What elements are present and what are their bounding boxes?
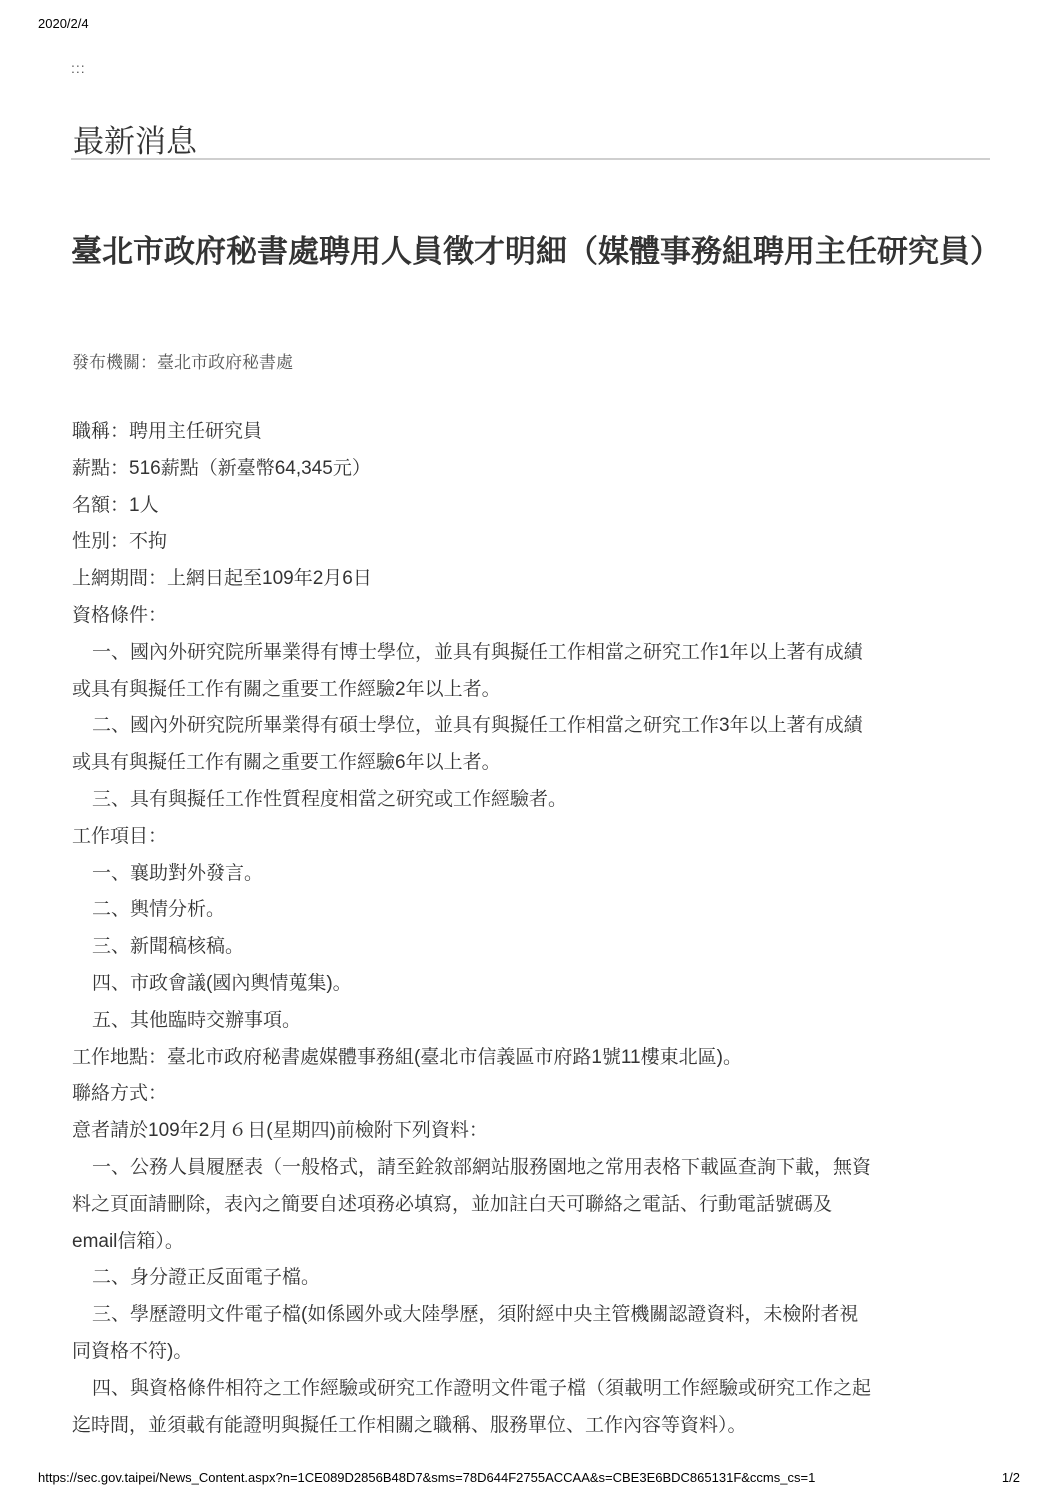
article-title: 臺北市政府秘書處聘用人員徵才明細（媒體事務組聘用主任研究員） bbox=[71, 234, 1001, 269]
content-line: 聯絡方式： bbox=[72, 1083, 168, 1105]
title-divider bbox=[71, 158, 990, 160]
content-line: 料之頁面請刪除，表內之簡要自述項務必填寫，並加註白天可聯絡之電話、行動電話號碼及 bbox=[72, 1193, 833, 1215]
content-line: 職稱：聘用主任研究員 bbox=[72, 421, 263, 442]
content-line: 二、國內外研究院所畢業得有碩士學位，並具有與擬任工作相當之研究工作3年以上著有成績 bbox=[92, 715, 863, 737]
content-line: 一、襄助對外發言。 bbox=[92, 862, 264, 884]
footer-page-number: 1/2 bbox=[1001, 1470, 1020, 1485]
content-line: 或具有與擬任工作有關之重要工作經驗6年以上者。 bbox=[72, 752, 501, 774]
content-line: 薪點：516薪點（新臺幣64,345元） bbox=[72, 457, 371, 479]
content-line: 意者請於109年2月６日(星期四)前檢附下列資料： bbox=[72, 1120, 488, 1142]
content-line: 三、新聞稿核稿。 bbox=[92, 936, 245, 958]
content-line: 五、其他臨時交辦事項。 bbox=[92, 1009, 302, 1031]
content-line: 性別：不拘 bbox=[72, 531, 168, 553]
content-line: 同資格不符)。 bbox=[72, 1340, 193, 1362]
content-line: 迄時間，並須載有能證明與擬任工作相關之職稱、服務單位、工作內容等資料）。 bbox=[72, 1414, 747, 1436]
content-line: 一、國內外研究院所畢業得有博士學位，並具有與擬任工作相當之研究工作1年以上著有成績 bbox=[92, 641, 863, 663]
content-line: 三、學歷證明文件電子檔(如係國外或大陸學歷，須附經中央主管機關認證資料，未檢附者視 bbox=[92, 1304, 859, 1326]
publisher-name: 臺北市政府秘書處 bbox=[157, 353, 293, 372]
article-content bbox=[72, 414, 992, 1444]
content-line: 二、身分證正反面電子檔。 bbox=[92, 1267, 321, 1289]
content-line: 二、輿情分析。 bbox=[92, 899, 226, 921]
publisher-label: 發布機關： bbox=[72, 353, 157, 372]
content-line: 一、公務人員履歷表（一般格式，請至銓敘部網站服務園地之常用表格下載區查詢下載，無資 bbox=[92, 1156, 872, 1178]
skip-to-content-link[interactable]: ::: bbox=[71, 60, 86, 76]
print-date: 2020/2/4 bbox=[38, 16, 89, 31]
content-line: 工作項目： bbox=[72, 825, 168, 847]
content-line: 或具有與擬任工作有關之重要工作經驗2年以上者。 bbox=[72, 678, 501, 700]
footer-url: https://sec.gov.taipei/News_Content.aspx?n=1CE089D2856B48D7&sms=78D644F2755ACCAA&s=CBE3E6BDC865131F&ccms_cs=1 bbox=[38, 1470, 816, 1485]
content-line: 工作地點：臺北市政府秘書處媒體事務組(臺北市信義區市府路1號11樓東北區)。 bbox=[72, 1046, 742, 1068]
content-line: 三、具有與擬任工作性質程度相當之研究或工作經驗者。 bbox=[92, 788, 568, 810]
publisher-info bbox=[72, 348, 293, 373]
section-title: 最新消息 bbox=[73, 124, 197, 159]
content-line: email信箱）。 bbox=[72, 1230, 184, 1252]
content-line: 資格條件： bbox=[72, 604, 168, 626]
content-line: 上網期間：上網日起至109年2月6日 bbox=[72, 568, 372, 590]
content-line: 四、與資格條件相符之工作經驗或研究工作證明文件電子檔（須載明工作經驗或研究工作之起 bbox=[92, 1377, 872, 1399]
content-line: 名額：1人 bbox=[72, 494, 159, 516]
content-line: 四、市政會議(國內輿情蒐集)。 bbox=[92, 972, 352, 994]
